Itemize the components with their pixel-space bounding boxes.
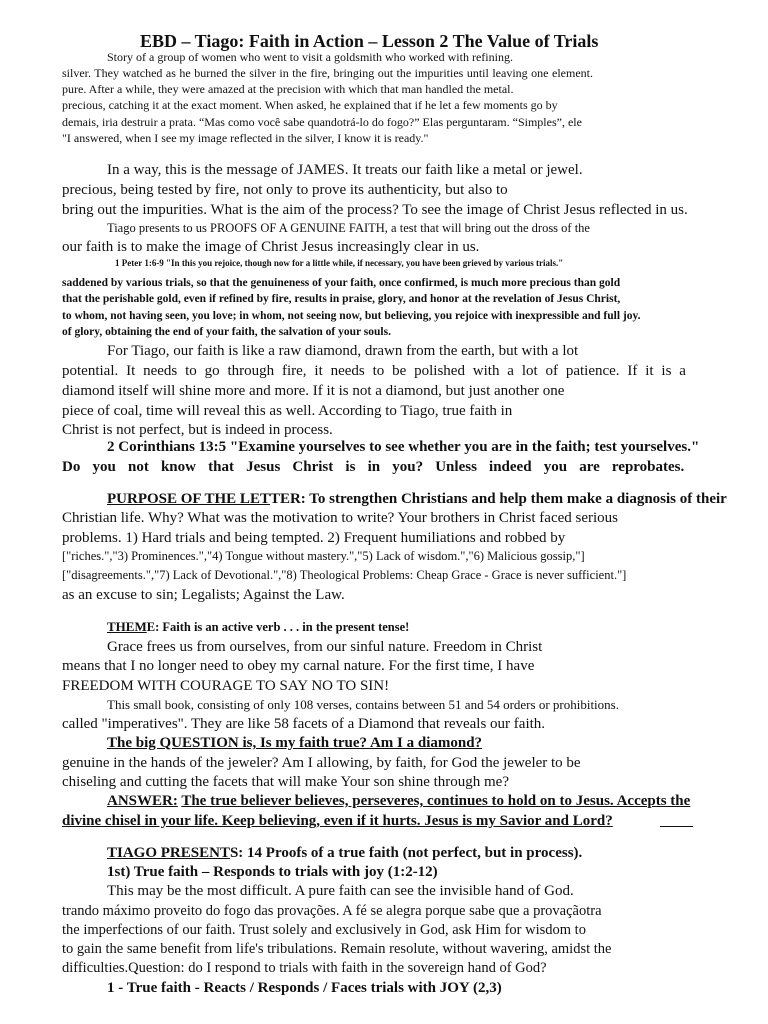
body-line: In a way, this is the message of JAMES. It treats our faith like a metal or jewel. (107, 162, 583, 178)
scripture-line: of glory, obtaining the end of your faith, the salvation of your souls. (62, 326, 391, 338)
body-line: FREEDOM WITH COURAGE TO SAY NO TO SIN! (62, 678, 390, 694)
body-line: our faith is to make the image of Christ Jesus increasingly clear in us. (62, 239, 480, 255)
problem-list-line: ["riches.","3) Prominences.","4) Tongue without mastery.","5) Lack of wisdom.","6) Malicious gossip,"] (62, 549, 585, 563)
tiago-label: TIAGO PRESENT (107, 845, 230, 861)
body-line: piece of coal, time will reveal this as well. According to Tiago, true faith in (62, 403, 513, 419)
proof-heading: 1st) True faith – Responds to trials with joy (1:2-12) (107, 864, 438, 880)
proof-heading: 1 - True faith - Reacts / Responds / Faces trials with JOY (2,3) (107, 980, 502, 996)
body-line: means that I no longer need to obey my carnal nature. For the first time, I have (62, 658, 535, 674)
page-title: EBD – Tiago: Faith in Action – Lesson 2 The Value of Trials (140, 31, 599, 51)
body-line: diamond itself will shine more and more. If it is not a diamond, but just another one (62, 383, 565, 399)
body-line: chiseling and cutting the facets that will make Your son shine through me? (62, 774, 509, 790)
body-line: called "imperatives". They are like 58 facets of a Diamond that reveals our faith. (62, 716, 546, 732)
scripture-line: saddened by various trials, so that the genuineness of your faith, once confirmed, is much more precious than gold (62, 277, 621, 289)
intro-line: Story of a group of women who went to visit a goldsmith who worked with refining. (107, 50, 513, 64)
body-line: This small book, consisting of only 108 verses, contains between 51 and 54 orders or prohibitions. (107, 697, 619, 712)
theme-label: THEM (107, 619, 147, 634)
answer-line: divine chisel in your life. Keep believing, even if it hurts. Jesus is my Savior and Lord? (62, 813, 613, 829)
body-line: the imperfections of our faith. Trust solely and exclusively in God, ask Him for wisdom to (62, 922, 586, 938)
body-line: Tiago presents to us PROOFS OF A GENUINE FAITH, a test that will bring out the dross of the (107, 221, 590, 235)
body-line: Christ is not perfect, but is indeed in process. (62, 422, 333, 438)
body-line: as an excuse to sin; Legalists; Against the Law. (62, 587, 345, 603)
purpose-heading: PURPOSE OF THE LETTER: To strengthen Christians and help them make a diagnosis of their (107, 491, 727, 507)
scripture-line: to whom, not having seen, you love; in whom, not seeing now, but believing, you rejoice with inexpressible and full joy. (62, 310, 641, 322)
body-line: potential. It needs to go through fire, it needs to be polished with a lot of patience. If it is a (62, 363, 686, 379)
question-heading: The big QUESTION is, Is my faith true? Am I a diamond? (107, 735, 483, 751)
scripture-line: that the perishable gold, even if refined by fire, results in praise, glory, and honor at the revelation of Jesus Christ, (62, 293, 621, 305)
body-line: genuine in the hands of the jeweler? Am I allowing, by faith, for God the jeweler to be (62, 755, 581, 771)
body-line: trando máximo proveito do fogo das provações. A fé se alegra porque sabe que a provaçãotra (62, 903, 602, 919)
underline-rule (660, 826, 693, 827)
intro-line: precious, catching it at the exact moment. When asked, he explained that if he let a few moments go by (62, 98, 558, 112)
body-line: precious, being tested by fire, not only to prove its authenticity, but also to (62, 182, 508, 198)
tiago-heading: TIAGO PRESENTS: 14 Proofs of a true faith (not perfect, but in process). (107, 845, 583, 861)
intro-line: silver. They watched as he burned the silver in the fire, bringing out the impurities until leaving one element. (62, 66, 593, 80)
body-line: difficulties.Question: do I respond to trials with faith in the sovereign hand of God? (62, 960, 547, 976)
purpose-label: PURPOSE OF THE LET (107, 491, 270, 507)
scripture-line: Do you not know that Jesus Christ is in you? Unless indeed you are reprobates. (62, 459, 685, 475)
intro-line: "I answered, when I see my image reflected in the silver, I know it is ready." (62, 131, 429, 145)
body-line: bring out the impurities. What is the aim of the process? To see the image of Christ Jesus reflected in us. (62, 202, 688, 218)
answer-line: ANSWER: The true believer believes, perseveres, continues to hold on to Jesus. Accepts the (107, 793, 691, 809)
intro-line: demais, iria destruir a prata. “Mas como você sabe quandotrá-lo do fogo?” Elas perguntaram. “Simples”, ele (62, 115, 582, 129)
intro-line: pure. After a while, they were amazed at the precision with which that man handled the metal. (62, 82, 514, 96)
body-line: problems. 1) Hard trials and being tempted. 2) Frequent humiliations and robbed by (62, 530, 566, 546)
body-line: For Tiago, our faith is like a raw diamond, drawn from the earth, but with a lot (107, 343, 579, 359)
body-line: This may be the most difficult. A pure faith can see the invisible hand of God. (107, 883, 574, 899)
answer-label: ANSWER: (107, 793, 178, 809)
body-line: Christian life. Why? What was the motivation to write? Your brothers in Christ faced serious (62, 510, 619, 526)
problem-list-line: ["disagreements.","7) Lack of Devotional.","8) Theological Problems: Cheap Grace - Grace is never sufficient."] (62, 568, 627, 582)
body-line: Grace frees us from ourselves, from our sinful nature. Freedom in Christ (107, 639, 543, 655)
theme-heading: THEME: Faith is an active verb . . . in the present tense! (107, 619, 410, 634)
scripture-reference: 1 Peter 1:6-9 "In this you rejoice, though now for a little while, if necessary, you have been grieved by various trials." (115, 258, 564, 268)
body-line: to gain the same benefit from life's tribulations. Remain resolute, without wavering, amidst the (62, 941, 612, 957)
scripture-line: 2 Corinthians 13:5 "Examine yourselves to see whether you are in the faith; test yourselves." (107, 439, 700, 455)
